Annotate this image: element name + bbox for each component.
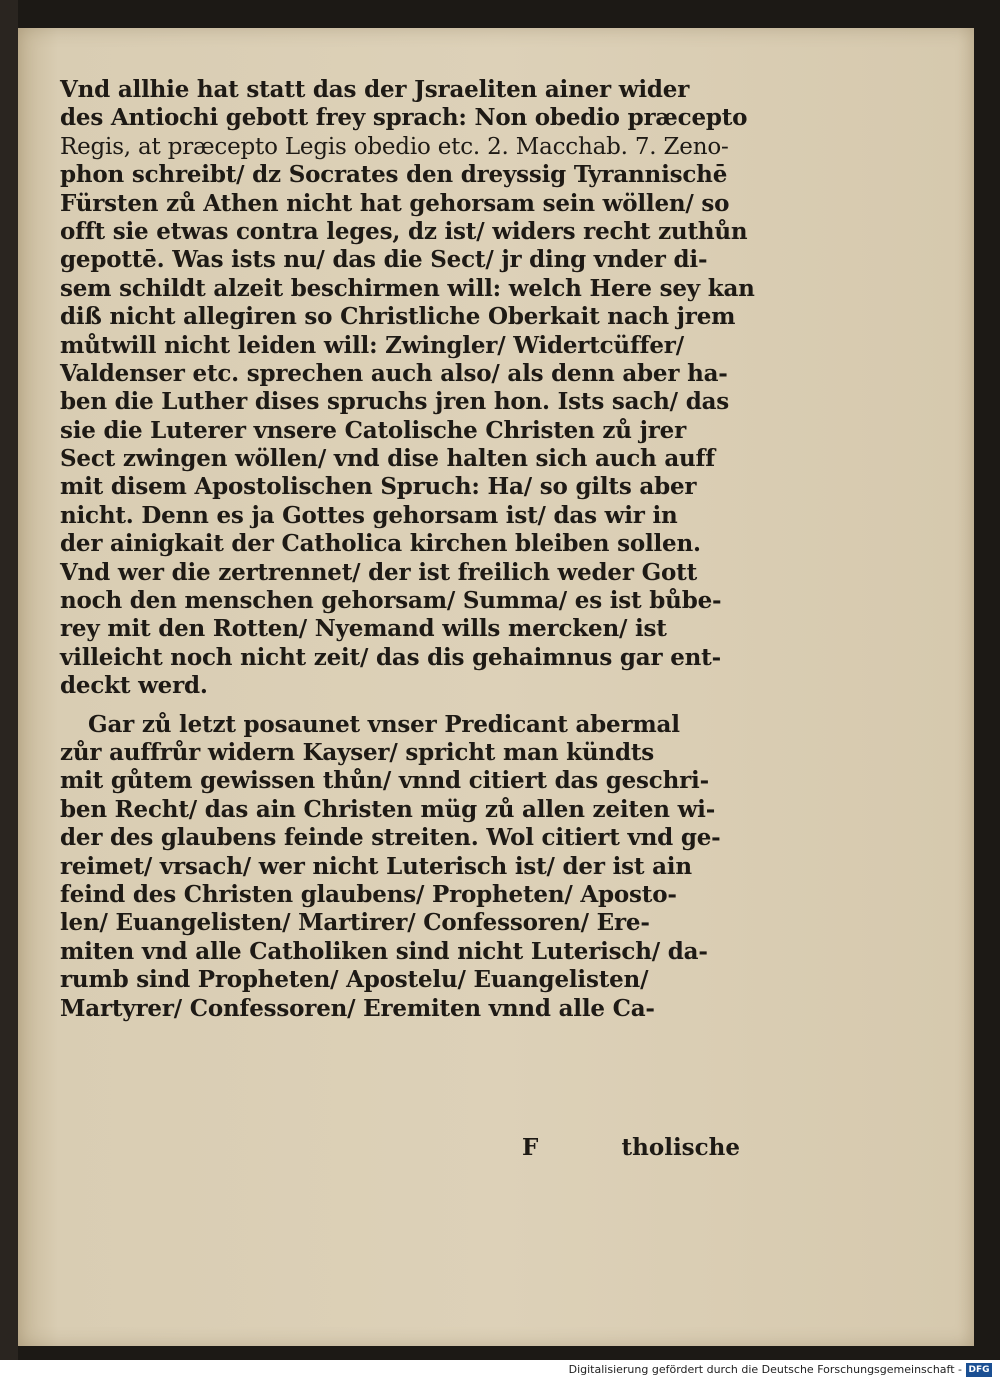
- text-line: phon schreibt/ dz Socrates den dreyssig Tyrannischē: [60, 161, 728, 189]
- text-line: mit gůtem gewissen thůn/ vnnd citiert das geschri-: [60, 767, 709, 795]
- text-line: miten vnd alle Catholiken sind nicht Luterisch/ da-: [60, 937, 708, 965]
- binding-edge: [0, 0, 18, 1360]
- text-line: offt sie etwas contra leges, dz ist/ widers recht zuthůn: [60, 217, 748, 245]
- text-line: Vnd wer die zertrennet/ der ist freilich weder Gott: [60, 558, 698, 586]
- text-line: ben Recht/ das ain Christen müg zů allen zeiten wi-: [60, 795, 716, 823]
- text-line: můtwill nicht leiden will: Zwingler/ Widertcüffer/: [60, 331, 684, 359]
- credit-bar: [0, 1360, 1000, 1383]
- text-line: Vnd allhie hat statt das der Jsraeliten ainer wider: [60, 76, 690, 103]
- text-line: ben die Luther dises spruchs jren hon. Ists sach/ das: [60, 388, 730, 416]
- text-line: Valdenser etc. sprechen auch also/ als denn aber ha-: [60, 359, 728, 387]
- text-line: sem schildt alzeit beschirmen will: welch Here sey kan: [60, 274, 755, 302]
- credit-text: Digitalisierung gefördert durch die Deutsche Forschungsgemeinschaft -: [568, 1363, 962, 1376]
- text-line: sie die Luterer vnsere Catolische Christen zů jrer: [60, 416, 687, 444]
- text-line: zůr auffrůr widern Kayser/ spricht man kündts: [60, 738, 654, 766]
- catchword: tholische: [621, 1134, 740, 1161]
- text-line: der ainigkait der Catholica kirchen bleiben sollen.: [60, 530, 701, 558]
- text-line: Fürsten zů Athen nicht hat gehorsam sein wöllen/ so: [60, 189, 730, 217]
- text-line: des Antiochi gebott frey sprach: Non obedio præcepto: [60, 104, 748, 132]
- page-text: [60, 76, 755, 1023]
- text-line: Martyrer/ Confessoren/ Eremiten vnnd alle Ca-: [60, 994, 655, 1022]
- text-line: rey mit den Rotten/ Nyemand wills mercken/ ist: [60, 615, 667, 643]
- text-line: gepottē. Was ists nu/ das die Sect/ jr ding vnder di-: [60, 246, 708, 274]
- text-line: reimet/ vrsach/ wer nicht Luterisch ist/ der ist ain: [60, 852, 692, 880]
- dfg-logo-icon: DFG: [966, 1363, 992, 1377]
- text-line: diß nicht allegiren so Christliche Oberkait nach jrem: [60, 303, 736, 331]
- signature-mark: F: [522, 1134, 539, 1161]
- text-line: len/ Euangelisten/ Martirer/ Confessoren/ Ere-: [60, 909, 650, 937]
- text-line: villeicht noch nicht zeit/ das dis gehaimnus gar ent-: [60, 643, 721, 671]
- text-line: Sect zwingen wöllen/ vnd dise halten sich auch auff: [60, 445, 715, 473]
- text-line: rumb sind Propheten/ Apostelu/ Euangelisten/: [60, 966, 649, 994]
- page-footer: [60, 1134, 740, 1168]
- text-line: der des glaubens feinde streiten. Wol citiert vnd ge-: [60, 824, 721, 852]
- text-line: nicht. Denn es ja Gottes gehorsam ist/ das wir in: [60, 501, 678, 529]
- text-line: deckt werd.: [60, 672, 208, 700]
- text-line: Regis, at præcepto Legis obedio etc. 2. Macchab. 7. Zeno-: [60, 133, 729, 160]
- text-line: mit disem Apostolischen Spruch: Ha/ so gilts aber: [60, 473, 697, 501]
- text-line: Gar zů letzt posaunet vnser Predicant abermal: [88, 710, 680, 738]
- text-line: noch den menschen gehorsam/ Summa/ es ist bůbe-: [60, 587, 722, 615]
- text-line: feind des Christen glaubens/ Propheten/ Aposto-: [60, 880, 677, 908]
